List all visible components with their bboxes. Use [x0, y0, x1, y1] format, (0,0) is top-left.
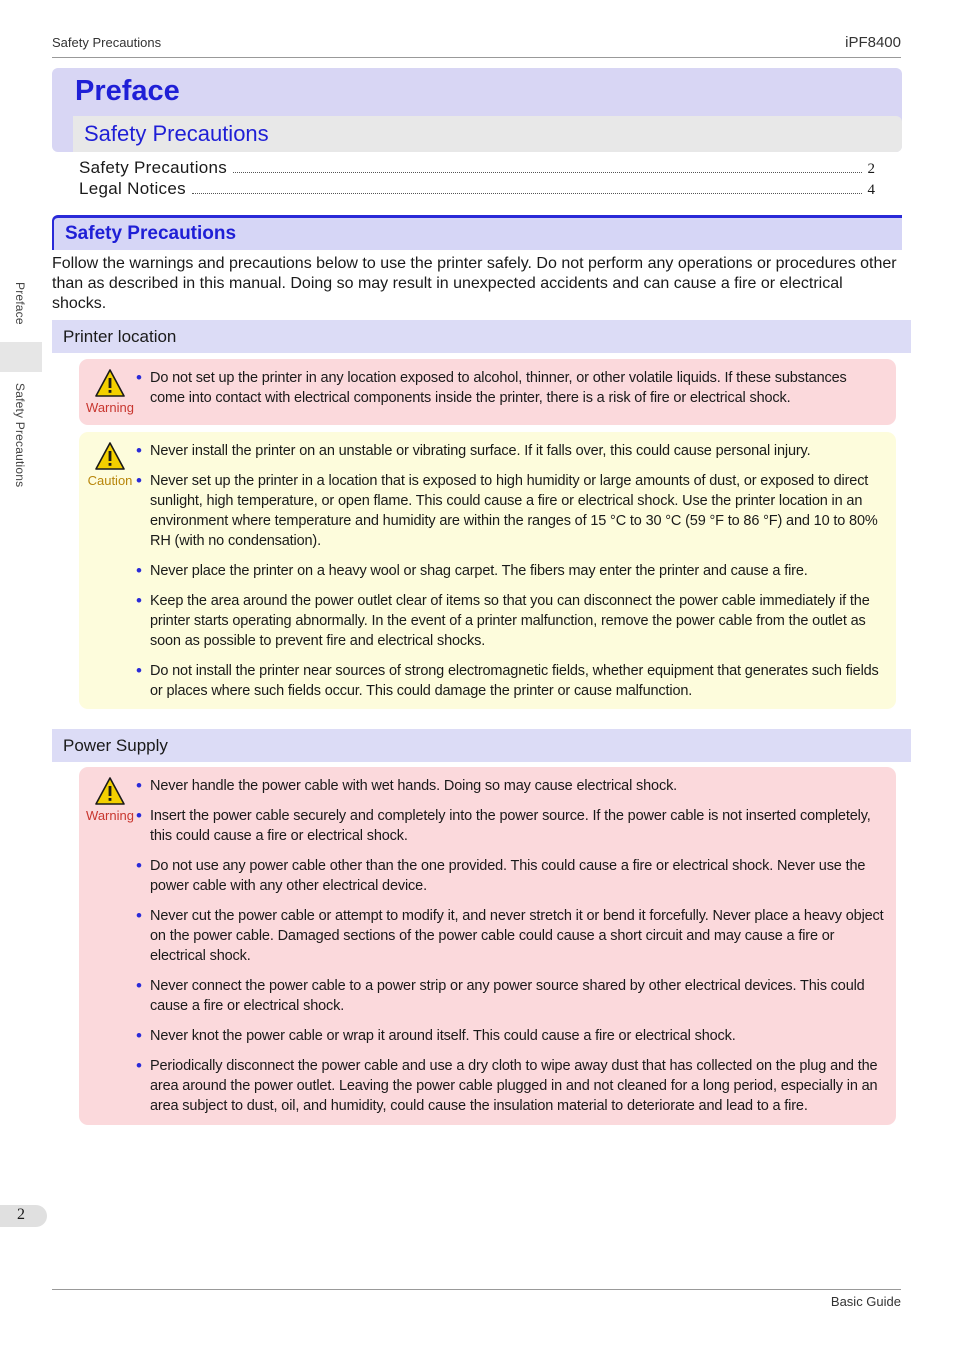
list-item: • Never set up the printer in a location that is exposed to high humidity or large amounts of dust, or exposed to direct sunlight, high temperature, or open flame. This could cause a fire or electrical shock. Use the printer location in an environment where temperature and humidity are within the ranges of 15 °C to 30 °C (59 °F to 86 °F) and 10 to 80% RH (with no condensation).: [136, 471, 884, 551]
toc-entry[interactable]: [79, 158, 875, 179]
list-item: • Never connect the power cable to a power strip or any power source shared by other electrical devices. This could cause a fire or electrical shock.: [136, 976, 884, 1016]
subheading-bar-power-supply: [52, 729, 911, 762]
caution-symbol: [79, 441, 141, 488]
toc-entry[interactable]: [79, 179, 875, 200]
warning-triangle-icon: [94, 368, 126, 398]
warning-symbol: [79, 776, 141, 823]
section-intro: Follow the warnings and precautions below to use the printer safely. Do not perform any operations or procedures other than as described in this manual. Doing so may result in unexpected accidents and can cause a fire or electrical shocks.: [52, 255, 897, 312]
side-tab-section-label[interactable]: Safety Precautions: [13, 383, 27, 488]
list-item: • Never place the printer on a heavy wool or shag carpet. The fibers may enter the printer and cause a fire.: [136, 561, 884, 581]
subheading-bar-printer-location: [52, 320, 911, 353]
warning-triangle-icon: [94, 776, 126, 806]
table-of-contents: [79, 158, 875, 200]
list-item: • Never cut the power cable or attempt to modify it, and never stretch it or bend it forcefully. Never place a heavy object on the power cable. Damaged sections of the power cable could cause a short circuit and may cause a fire or electrical shock.: [136, 906, 884, 966]
warning-label: Warning: [86, 400, 134, 415]
caution-label: Caution: [87, 473, 133, 488]
warning-box-printer-location: [79, 359, 896, 425]
toc-entry-page[interactable]: 4: [867, 182, 875, 198]
caution-triangle-icon: [94, 441, 126, 471]
toc-entry-label[interactable]: Safety Precautions: [79, 158, 228, 177]
caution-list: [136, 441, 884, 711]
page-number: 2: [17, 1206, 25, 1223]
section-heading: Safety Precautions: [65, 223, 237, 244]
list-item: • Never install the printer on an unstable or vibrating surface. If it falls over, this could cause personal injury.: [136, 441, 884, 461]
toc-leader: [192, 193, 862, 194]
list-item: • Do not install the printer near sources of strong electromagnetic fields, whether equipment that generates such fields or places where such fields occur. This could damage the printer or cause malfunction.: [136, 661, 884, 701]
chapter-subtitle: Safety Precautions: [84, 121, 269, 146]
side-tab-chapter-label[interactable]: Preface: [13, 282, 27, 325]
list-item: • Do not use any power cable other than the one provided. This could cause a fire or electrical shock. Never use the power cable with any other electrical device.: [136, 856, 884, 896]
header-rule: [52, 57, 901, 58]
toc-entry-label[interactable]: Legal Notices: [79, 179, 186, 198]
subheading-power-supply: Power Supply: [63, 736, 168, 755]
running-header-model: iPF8400: [845, 34, 901, 51]
caution-box-printer-location: [79, 432, 896, 709]
toc-leader: [233, 172, 861, 173]
list-item: • Periodically disconnect the power cable and use a dry cloth to wipe away dust that has collected on the plug and the area around the power outlet. Leaving the power cable plugged in and not cleaned for a long period, especially in an area subject to dust, oil, and humidity, could cause the insulation material to deteriorate and lead to a fire.: [136, 1056, 884, 1116]
list-item: • Never handle the power cable with wet hands. Doing so may cause electrical shock.: [136, 776, 884, 796]
subheading-printer-location: Printer location: [63, 327, 177, 346]
warning-label: Warning: [86, 808, 134, 823]
warning-box-power-supply: [79, 767, 896, 1125]
warning-list: [136, 776, 884, 1126]
list-item: • Do not set up the printer in any location exposed to alcohol, thinner, or other volatile liquids. If these substances come into contact with electrical components inside the printer, there is a risk of fire or electrical shock.: [136, 368, 884, 408]
footer-guide-name: Basic Guide: [830, 1294, 901, 1309]
side-tab-active-marker: [0, 342, 42, 372]
chapter-title: Preface: [75, 75, 180, 107]
warning-symbol: [79, 368, 141, 415]
list-item: • Keep the area around the power outlet clear of items so that you can disconnect the power cable immediately if the printer starts operating abnormally. In the event of a printer malfunction, remove the power cable from the outlet as soon as possible to prevent fire and electrical shocks.: [136, 591, 884, 651]
running-header-section: Safety Precautions: [52, 35, 162, 50]
toc-entry-page[interactable]: 2: [867, 161, 875, 177]
list-item: • Insert the power cable securely and completely into the power source. If the power cable is not inserted completely, this could cause a fire or electrical shock.: [136, 806, 884, 846]
footer-rule: [52, 1289, 901, 1290]
list-item: • Never knot the power cable or wrap it around itself. This could cause a fire or electrical shock.: [136, 1026, 884, 1046]
warning-list: [136, 368, 884, 418]
